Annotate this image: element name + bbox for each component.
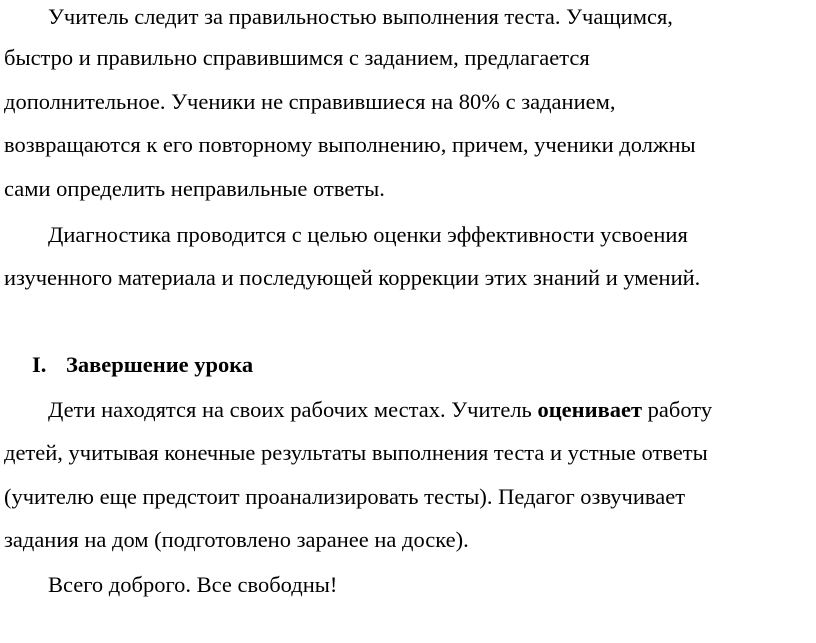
paragraph-1-line-3: дополнительное. Ученики не справившиеся на 80% с заданием, [4,89,616,114]
paragraph-3-text-before: Дети находятся на своих рабочих местах. Учитель [48,397,538,422]
paragraph-3-line-1 [48,395,712,425]
paragraph-3-line-4: задания на дом (подготовлено заранее на доске). [4,527,469,552]
section-heading [0,350,816,380]
paragraph-1-line-5: сами определить неправильные ответы. [4,176,385,201]
paragraph-3-line-3: (учителю еще предстоит проанализировать тесты). Педагог озвучивает [4,484,686,509]
paragraph-2-line-1: Диагностика проводится с целью оценки эффективности усвоения [48,222,688,247]
paragraph-4-line-1: Всего доброго. Все свободны! [48,572,338,597]
paragraph-3-text-after: работу [642,397,713,422]
paragraph-3-line-2: детей, учитывая конечные результаты выполнения теста и устные ответы [4,440,708,465]
paragraph-3-bold-word: оценивает [537,397,643,422]
paragraph-2-line-2: изученного материала и последующей коррекции этих знаний и умений. [4,265,701,290]
paragraph-1-line-2: быстро и правильно справившимся с заданием, предлагается [4,45,590,70]
paragraph-1-line-1: Учитель следит за правильностью выполнения теста. Учащимся, [48,4,673,29]
section-title: Завершение урока [66,352,254,377]
section-number: I. [32,352,47,377]
paragraph-1-line-4: возвращаются к его повторному выполнению, причем, ученики должны [4,132,696,157]
